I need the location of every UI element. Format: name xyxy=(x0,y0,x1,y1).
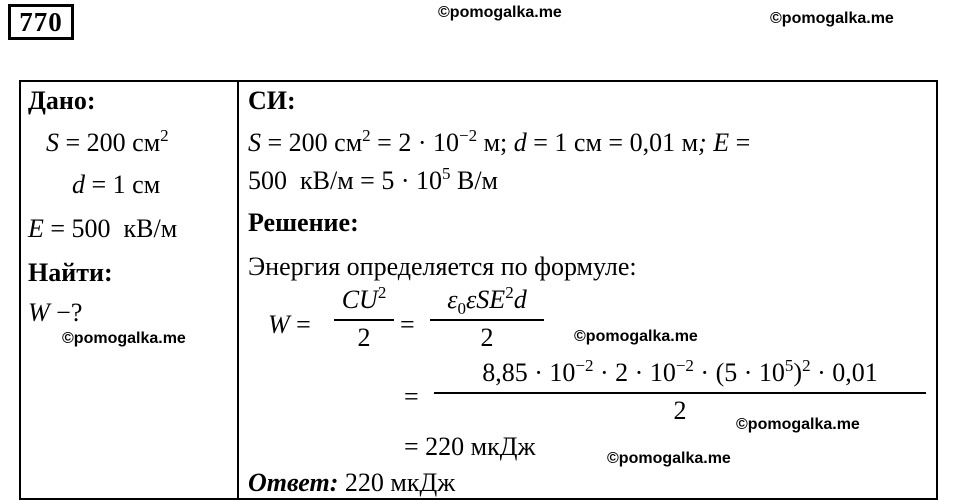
watermark-given: ©pomogalka.me xyxy=(62,330,186,347)
find-energy: W −? xyxy=(28,298,83,327)
watermark-top-right: ©pomogalka.me xyxy=(770,10,894,27)
watermark-top-center: ©pomogalka.me xyxy=(438,4,562,21)
given-area: S = 200 $см^2$ xyxy=(46,126,169,157)
table-divider xyxy=(237,80,239,500)
find-heading: Найти: xyxy=(28,258,113,287)
si-heading: СИ: xyxy=(248,86,296,115)
watermark-solution-2: ©pomogalka.me xyxy=(736,416,860,433)
solution-intro: Энергия определяется по формуле: xyxy=(248,252,637,281)
fraction-cu2: $CU^2$ 2 xyxy=(334,287,394,351)
result-line: = 220 мкДж xyxy=(404,432,536,461)
answer-label: Ответ: xyxy=(248,468,339,497)
fraction-energy-formula: $\varepsilon_0\varepsilon SE^2d$ 2 xyxy=(430,287,544,351)
given-distance: d = 1 см xyxy=(72,170,161,199)
problem-number: 770 xyxy=(8,4,74,40)
solution-heading: Решение: xyxy=(248,208,359,237)
watermark-solution-3: ©pomogalka.me xyxy=(607,450,731,467)
si-line-2: 500 $кВ/м = 5 \cdot 10^5$ В/м xyxy=(248,164,499,195)
equals-sign-2: = xyxy=(404,382,419,411)
si-line-1: S = 200 $см^2 = 2 \cdot 10^{-2}$ м; d = 1 см = 0,01 м; E = xyxy=(248,126,751,157)
equals-sign-1: = xyxy=(400,310,415,339)
answer-line xyxy=(248,470,455,496)
formula-lhs: W = xyxy=(268,310,311,339)
watermark-solution-1: ©pomogalka.me xyxy=(574,328,698,345)
given-heading: Дано: xyxy=(28,86,96,115)
fraction-numeric: $8,85 \cdot 10^{-2} \cdot 2 \cdot 10^{-2} \cdot (5 \cdot 10^5)^2 \cdot 0,01$ 2 xyxy=(434,360,926,424)
answer-value: 220 мкДж xyxy=(344,468,456,497)
given-field: E = 500 кВ/м xyxy=(28,214,178,243)
